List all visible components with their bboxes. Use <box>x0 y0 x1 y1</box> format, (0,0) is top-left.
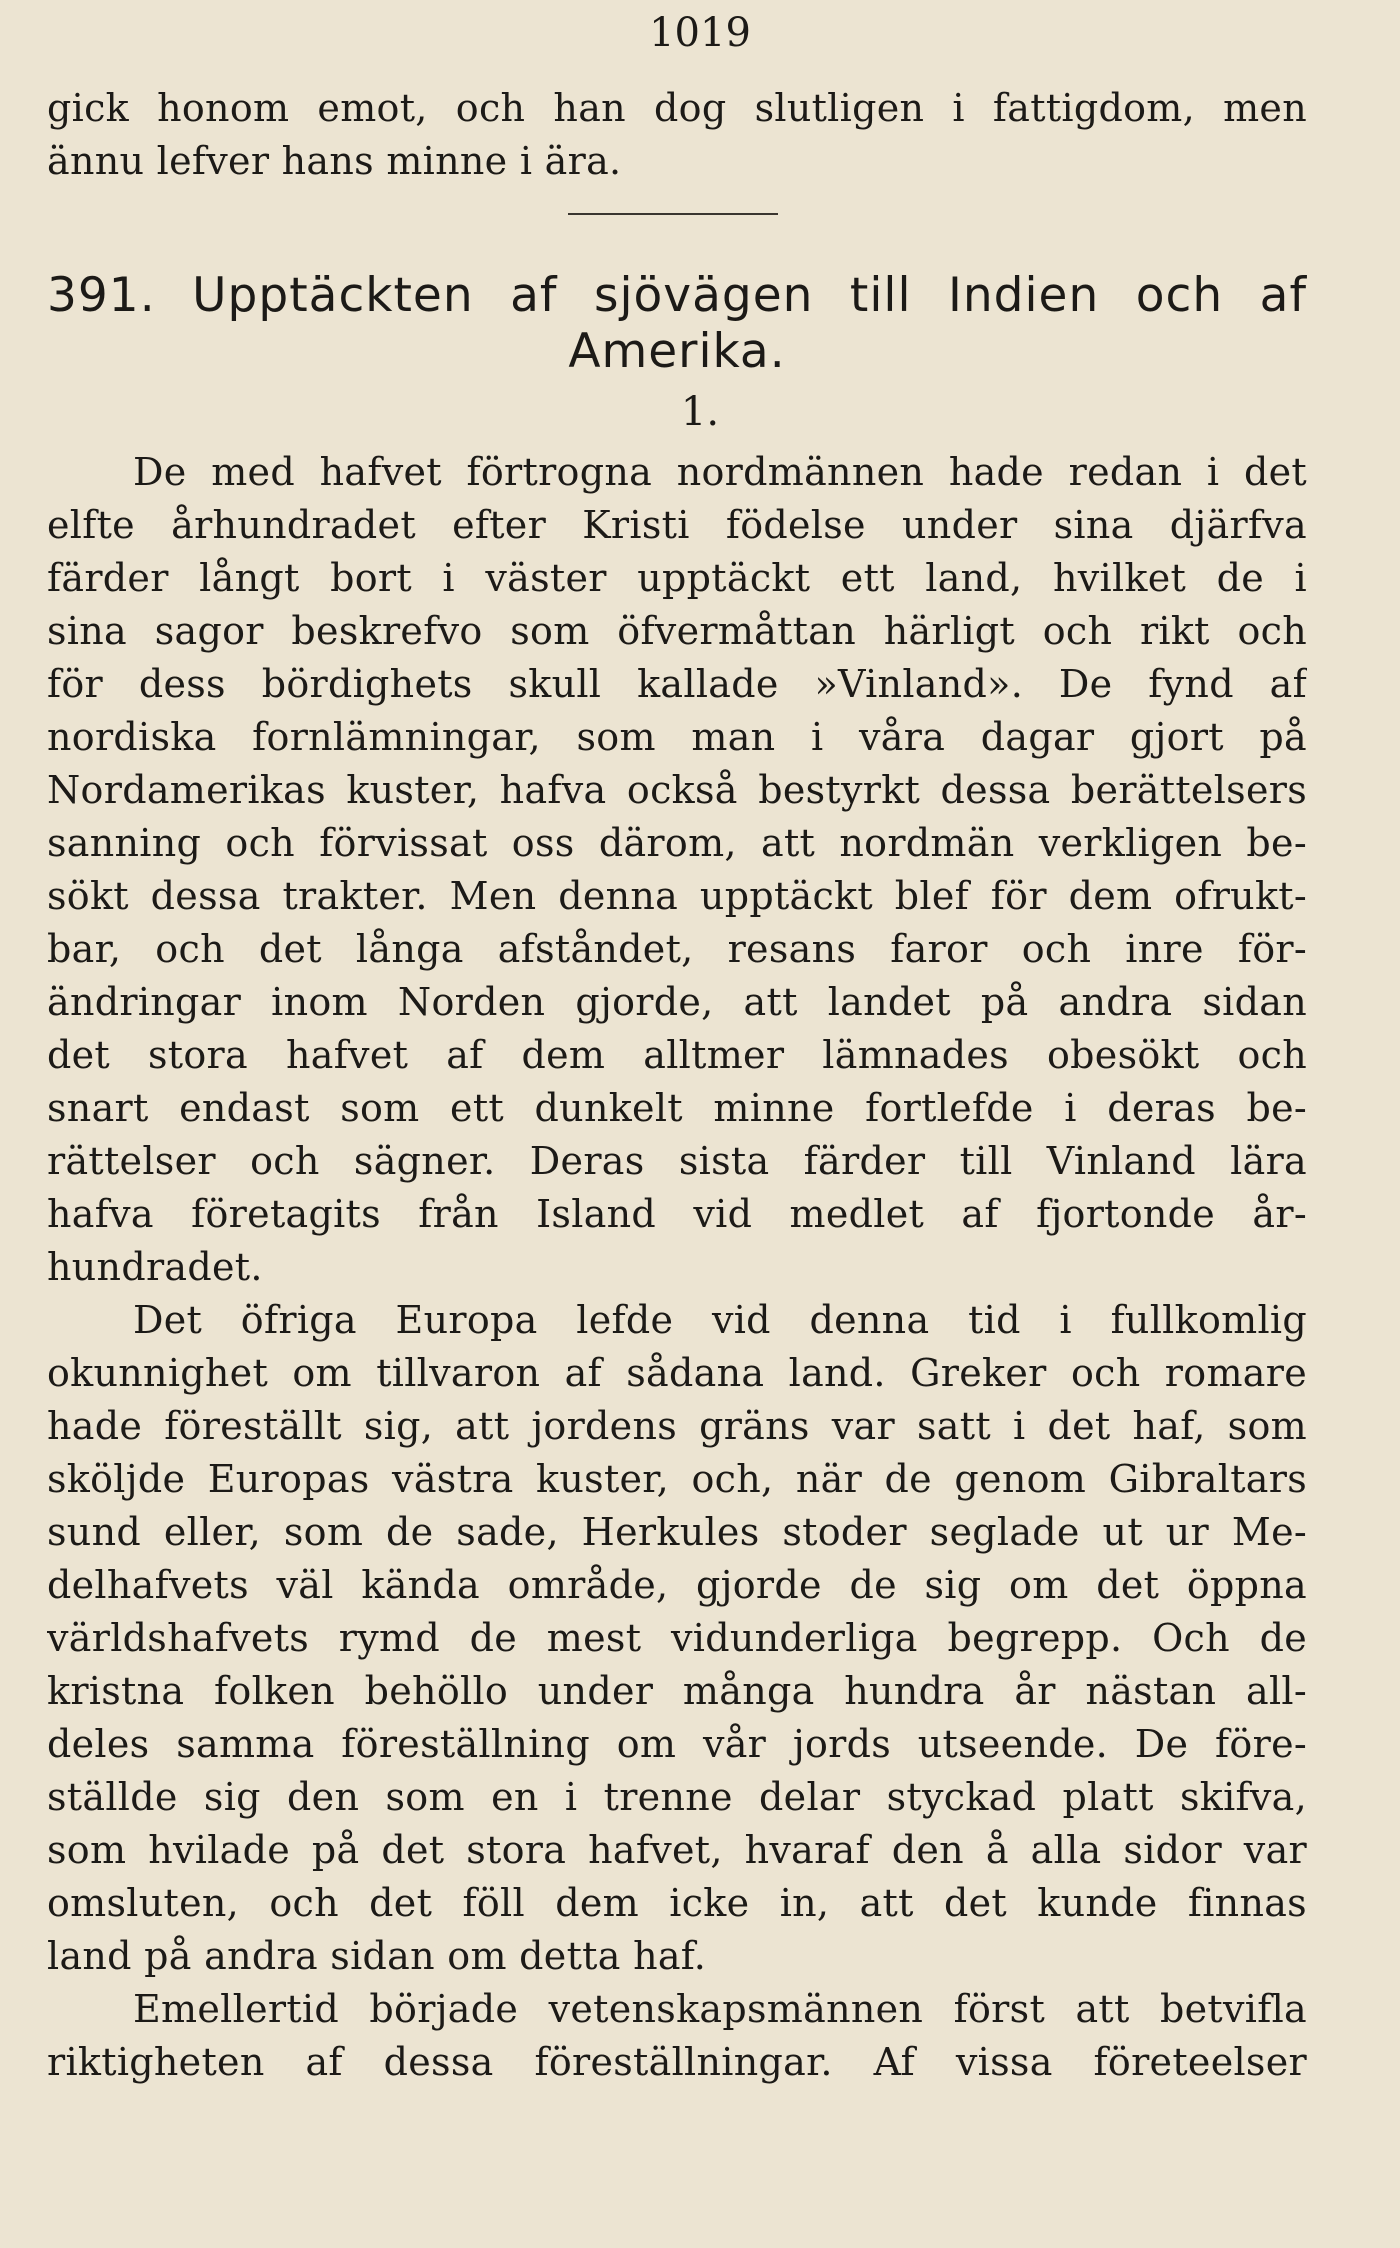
intro-paragraph <box>47 82 1307 188</box>
text-line: elfte århundradet efter Kristi födelse under sina djärfva <box>47 503 1307 547</box>
text-line: sund eller, som de sade, Herkules stoder seglade ut ur Me- <box>47 1510 1307 1554</box>
text-line: det stora hafvet af dem alltmer lämnades obesökt och <box>47 1033 1307 1077</box>
text-line: världshafvets rymd de mest vidunderliga begrepp. Och de <box>47 1616 1307 1660</box>
text-line: sanning och förvissat oss därom, att nordmän verkligen be- <box>47 821 1307 865</box>
text-line: som hvilade på det stora hafvet, hvaraf den å alla sidor var <box>47 1828 1307 1872</box>
text-line: Emellertid började vetenskapsmännen först att betvifla <box>133 1987 1307 2031</box>
section-heading-line: Amerika. <box>568 324 786 379</box>
text-line: land på andra sidan om detta haf. <box>47 1934 707 1978</box>
text-line: ändringar inom Norden gjorde, att landet på andra sidan <box>47 980 1307 1024</box>
text-line: nordiska fornlämningar, som man i våra dagar gjort på <box>47 715 1307 759</box>
text-line: okunnighet om tillvaron af sådana land. Greker och romare <box>47 1351 1307 1395</box>
text-line: för dess bördighets skull kallade »Vinland». De fynd af <box>47 662 1307 706</box>
text-line: omsluten, och det föll dem icke in, att det kunde finnas <box>47 1881 1307 1925</box>
text-line: ännu lefver hans minne i ära. <box>47 139 622 183</box>
text-line: De med hafvet förtrogna nordmännen hade redan i det <box>133 450 1307 494</box>
paragraph <box>47 1983 1307 2089</box>
text-line: delhafvets väl kända område, gjorde de sig om det öppna <box>47 1563 1307 1607</box>
main-text <box>47 446 1307 2089</box>
text-line: sökt dessa trakter. Men denna upptäckt blef för dem ofrukt- <box>47 874 1307 918</box>
text-line: färder långt bort i väster upptäckt ett land, hvilket de i <box>47 556 1307 600</box>
text-line: rättelser och sägner. Deras sista färder till Vinland lära <box>47 1139 1307 1183</box>
text-line: hafva företagits från Island vid medlet af fjortonde år- <box>47 1192 1307 1236</box>
text-line: hundradet. <box>47 1245 263 1289</box>
text-line: deles samma föreställning om vår jords utseende. De före- <box>47 1722 1307 1766</box>
text-line: sina sagor beskrefvo som öfvermåttan härligt och rikt och <box>47 609 1307 653</box>
text-line: hade föreställt sig, att jordens gräns var satt i det haf, som <box>47 1404 1307 1448</box>
section-heading <box>47 268 1307 380</box>
text-line: Det öfriga Europa lefde vid denna tid i fullkomlig <box>133 1298 1307 1342</box>
text-line: riktigheten af dessa föreställningar. Af vissa företeelser <box>47 2040 1307 2084</box>
paragraph <box>47 1294 1307 1983</box>
text-line: bar, och det långa afståndet, resans faror och inre för- <box>47 927 1307 971</box>
page-number: 1019 <box>649 10 751 56</box>
text-line: sköljde Europas västra kuster, och, när de genom Gibraltars <box>47 1457 1307 1501</box>
paragraph <box>47 446 1307 1294</box>
subsection-number: 1. <box>680 389 720 435</box>
text-line: ställde sig den som en i trenne delar styckad platt skifva, <box>47 1775 1307 1819</box>
text-line: gick honom emot, och han dog slutligen i fattigdom, men <box>47 86 1307 130</box>
text-line: Nordamerikas kuster, hafva också bestyrkt dessa berättelsers <box>47 768 1307 812</box>
section-heading-line: 391. Upptäckten af sjövägen till Indien och af <box>47 268 1307 323</box>
section-divider <box>568 213 778 215</box>
text-line: kristna folken behöllo under många hundra år nästan all- <box>47 1669 1307 1713</box>
text-line: snart endast som ett dunkelt minne fortlefde i deras be- <box>47 1086 1307 1130</box>
